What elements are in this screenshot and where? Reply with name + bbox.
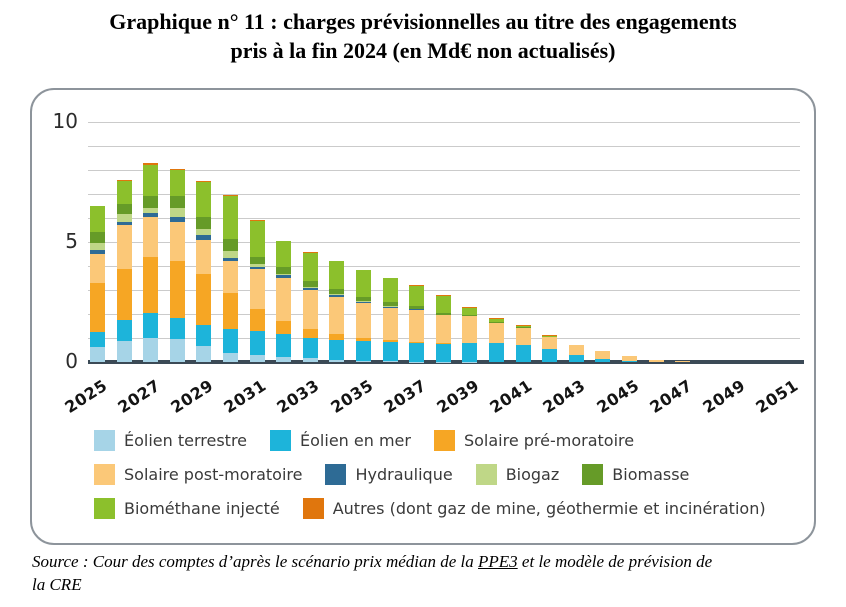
- segment-eolien-mer: [223, 329, 238, 354]
- legend-item-solaire-pre: [434, 430, 634, 451]
- bar-2043: [569, 345, 584, 363]
- segment-biomethane: [250, 221, 265, 257]
- gridline: [88, 122, 800, 123]
- x-tick-label: 2045: [592, 375, 643, 417]
- gridline: [88, 266, 800, 267]
- legend-label-eolien-mer: Éolien en mer: [300, 431, 411, 450]
- segment-eolien-mer: [170, 318, 185, 339]
- legend-item-biogaz: [476, 464, 560, 485]
- segment-biomethane: [356, 270, 371, 296]
- segment-eolien-terrestre: [276, 357, 291, 362]
- segment-solaire-post: [675, 361, 690, 362]
- chart-title-line1: Graphique n° 11 : charges prévisionnelles au titre des engagements: [109, 9, 737, 34]
- gridline: [88, 194, 800, 195]
- x-tick-label: 2037: [380, 375, 430, 417]
- legend-label-biomethane: Biométhane injecté: [124, 499, 280, 518]
- x-tick-label: 2047: [646, 375, 696, 417]
- segment-solaire-pre: [223, 293, 238, 329]
- legend-label-biomasse: Biomasse: [612, 465, 690, 484]
- segment-eolien-mer: [276, 334, 291, 357]
- segment-solaire-pre: [196, 274, 211, 325]
- legend-swatch-eolien-mer: [270, 430, 291, 451]
- segment-biogaz: [196, 229, 211, 236]
- x-tick-label: 2049: [699, 375, 749, 417]
- legend-swatch-biomethane: [94, 498, 115, 519]
- segment-eolien-mer: [595, 359, 610, 362]
- legend-swatch-autres: [303, 498, 324, 519]
- segment-biomethane: [409, 286, 424, 306]
- bar-2035: [356, 270, 371, 362]
- legend-item-autres: [303, 498, 766, 519]
- segment-eolien-mer: [329, 340, 344, 360]
- segment-eolien-mer: [356, 341, 371, 361]
- segment-biomasse: [90, 232, 105, 243]
- legend-item-eolien-terrestre: [94, 430, 247, 451]
- y-tick-label: 5: [65, 229, 78, 253]
- segment-eolien-mer: [409, 343, 424, 362]
- segment-solaire-post: [516, 328, 531, 345]
- bar-2042: [542, 335, 557, 362]
- segment-biomethane: [276, 241, 291, 267]
- segment-eolien-mer: [303, 338, 318, 359]
- bar-2026: [117, 180, 132, 362]
- legend-row: [94, 430, 766, 451]
- bar-2030: [223, 195, 238, 362]
- legend-swatch-eolien-terrestre: [94, 430, 115, 451]
- segment-eolien-mer: [143, 313, 158, 338]
- legend-item-biomethane: [94, 498, 280, 519]
- legend-item-solaire-post: [94, 464, 302, 485]
- segment-solaire-post: [276, 278, 291, 321]
- plot-area: [52, 109, 802, 417]
- segment-biomethane: [329, 261, 344, 289]
- segment-solaire-post: [250, 269, 265, 309]
- bar-2029: [196, 181, 211, 362]
- source-text-suffix: et le modèle de prévision de: [517, 552, 713, 571]
- bar-2045: [622, 356, 637, 362]
- segment-biomethane: [462, 308, 477, 315]
- segment-eolien-terrestre: [356, 361, 371, 362]
- segment-eolien-mer: [383, 342, 398, 361]
- legend-swatch-solaire-post: [94, 464, 115, 485]
- bar-2047: [675, 361, 690, 362]
- gridline: [88, 146, 800, 147]
- segment-biogaz: [223, 251, 238, 258]
- x-tick-label: 2027: [114, 375, 164, 417]
- segment-solaire-post: [595, 351, 610, 359]
- y-tick-label: 0: [65, 349, 78, 373]
- segment-eolien-terrestre: [329, 360, 344, 362]
- legend-item-eolien-mer: [270, 430, 411, 451]
- chart-title-line2: pris à la fin 2024 (en Md€ non actualisés): [230, 38, 616, 64]
- segment-biomethane: [303, 253, 318, 281]
- segment-eolien-terrestre: [196, 346, 211, 362]
- segment-biomasse: [276, 267, 291, 274]
- legend-label-hydraulique: Hydraulique: [355, 465, 453, 484]
- segment-solaire-pre: [276, 321, 291, 334]
- segment-biomethane: [196, 182, 211, 217]
- legend-row: [94, 464, 766, 485]
- segment-eolien-mer: [250, 331, 265, 355]
- segment-biomasse: [117, 204, 132, 215]
- segment-biomasse: [196, 217, 211, 229]
- segment-solaire-post: [170, 222, 185, 261]
- gridline: [88, 290, 800, 291]
- bar-2046: [649, 360, 664, 362]
- source-text-prefix: Source : Cour des comptes d’après le scénario prix médian de la: [32, 552, 479, 571]
- segment-biogaz: [90, 243, 105, 250]
- segment-eolien-mer: [90, 332, 105, 347]
- segment-biomasse: [250, 257, 265, 264]
- segment-solaire-pre: [90, 283, 105, 332]
- segment-solaire-pre: [170, 261, 185, 318]
- x-tick-label: 2035: [326, 375, 377, 417]
- bar-2033: [303, 252, 318, 362]
- legend-label-solaire-post: Solaire post-moratoire: [124, 465, 303, 484]
- bar-2032: [276, 241, 291, 362]
- x-tick-label: 2051: [752, 375, 802, 417]
- segment-biogaz: [170, 208, 185, 216]
- bar-2036: [383, 278, 398, 362]
- segment-solaire-post: [90, 254, 105, 283]
- bar-2038: [436, 295, 451, 362]
- x-tick-label: 2031: [220, 375, 270, 417]
- x-tick-label: 2029: [167, 375, 217, 417]
- legend-label-eolien-terrestre: Éolien terrestre: [124, 431, 248, 450]
- ppe3-link[interactable]: PPE3: [478, 552, 518, 571]
- legend-label-autres: Autres (dont gaz de mine, géothermie et incinération): [332, 499, 766, 518]
- bar-2037: [409, 285, 424, 362]
- x-tick-label: 2039: [433, 375, 483, 417]
- segment-biomethane: [117, 181, 132, 204]
- gridline: [88, 218, 800, 219]
- bar-2044: [595, 351, 610, 362]
- segment-solaire-pre: [250, 309, 265, 331]
- segment-eolien-mer: [516, 345, 531, 362]
- segment-solaire-post: [649, 360, 664, 362]
- bar-2034: [329, 261, 344, 362]
- segment-solaire-post: [436, 315, 451, 343]
- legend-swatch-biomasse: [582, 464, 603, 485]
- segment-solaire-post: [329, 297, 344, 334]
- segment-solaire-pre: [143, 257, 158, 313]
- segment-eolien-terrestre: [223, 353, 238, 362]
- segment-biomasse: [170, 196, 185, 208]
- bar-2027: [143, 163, 158, 362]
- y-tick-label: 10: [52, 109, 78, 133]
- legend-label-biogaz: Biogaz: [505, 465, 560, 484]
- segment-eolien-mer: [542, 349, 557, 362]
- segment-eolien-terrestre: [250, 355, 265, 362]
- segment-solaire-post: [462, 316, 477, 342]
- legend: [94, 430, 766, 532]
- legend-item-hydraulique: [325, 464, 452, 485]
- segment-biomasse: [143, 196, 158, 207]
- segment-eolien-mer: [117, 320, 132, 341]
- segment-eolien-terrestre: [90, 347, 105, 362]
- x-tick-label: 2033: [273, 375, 323, 417]
- gridline: [88, 170, 800, 171]
- bar-2028: [170, 169, 185, 362]
- segment-solaire-post: [223, 261, 238, 293]
- segment-eolien-mer: [489, 343, 504, 362]
- bar-2025: [90, 206, 105, 362]
- bar-2031: [250, 220, 265, 362]
- segment-eolien-terrestre: [383, 361, 398, 362]
- segment-solaire-post: [356, 303, 371, 338]
- legend-label-solaire-pre: Solaire pré-moratoire: [463, 431, 635, 450]
- chart-panel: [30, 88, 816, 545]
- segment-biomethane: [90, 206, 105, 231]
- segment-eolien-mer: [436, 344, 451, 362]
- segment-solaire-post: [383, 308, 398, 340]
- x-tick-label: 2043: [539, 375, 589, 417]
- source-text-line2: la CRE: [32, 574, 82, 594]
- segment-solaire-post: [489, 323, 504, 343]
- legend-row: [94, 498, 766, 519]
- segment-solaire-post: [409, 310, 424, 341]
- segment-solaire-pre: [303, 329, 318, 338]
- segment-eolien-mer: [462, 343, 477, 362]
- segment-solaire-post: [542, 337, 557, 349]
- segment-biomethane: [170, 170, 185, 196]
- legend-item-biomasse: [582, 464, 689, 485]
- x-tick-label: 2025: [60, 375, 111, 417]
- segment-biomasse: [223, 239, 238, 251]
- segment-solaire-post: [143, 217, 158, 258]
- segment-biomethane: [383, 278, 398, 302]
- segment-solaire-pre: [117, 269, 132, 320]
- gridline: [88, 242, 800, 243]
- legend-swatch-solaire-pre: [434, 430, 455, 451]
- segment-eolien-terrestre: [117, 341, 132, 362]
- segment-eolien-terrestre: [143, 338, 158, 362]
- segment-solaire-post: [569, 345, 584, 355]
- segment-biomethane: [223, 196, 238, 239]
- segment-biomethane: [436, 296, 451, 313]
- bar-2041: [516, 325, 531, 362]
- legend-swatch-hydraulique: [325, 464, 346, 485]
- segment-biomethane: [143, 165, 158, 197]
- chart-title: [0, 7, 846, 65]
- segment-biogaz: [117, 214, 132, 221]
- source-note: [32, 551, 822, 597]
- segment-eolien-terrestre: [303, 358, 318, 362]
- segment-solaire-post: [196, 240, 211, 275]
- bar-2040: [489, 318, 504, 362]
- segment-solaire-post: [303, 290, 318, 329]
- legend-swatch-biogaz: [476, 464, 497, 485]
- x-tick-label: 2041: [486, 375, 536, 417]
- bar-2039: [462, 307, 477, 362]
- segment-solaire-post: [117, 225, 132, 269]
- segment-eolien-mer: [622, 361, 637, 362]
- segment-eolien-mer: [196, 325, 211, 346]
- segment-eolien-mer: [569, 355, 584, 362]
- segment-eolien-terrestre: [170, 339, 185, 362]
